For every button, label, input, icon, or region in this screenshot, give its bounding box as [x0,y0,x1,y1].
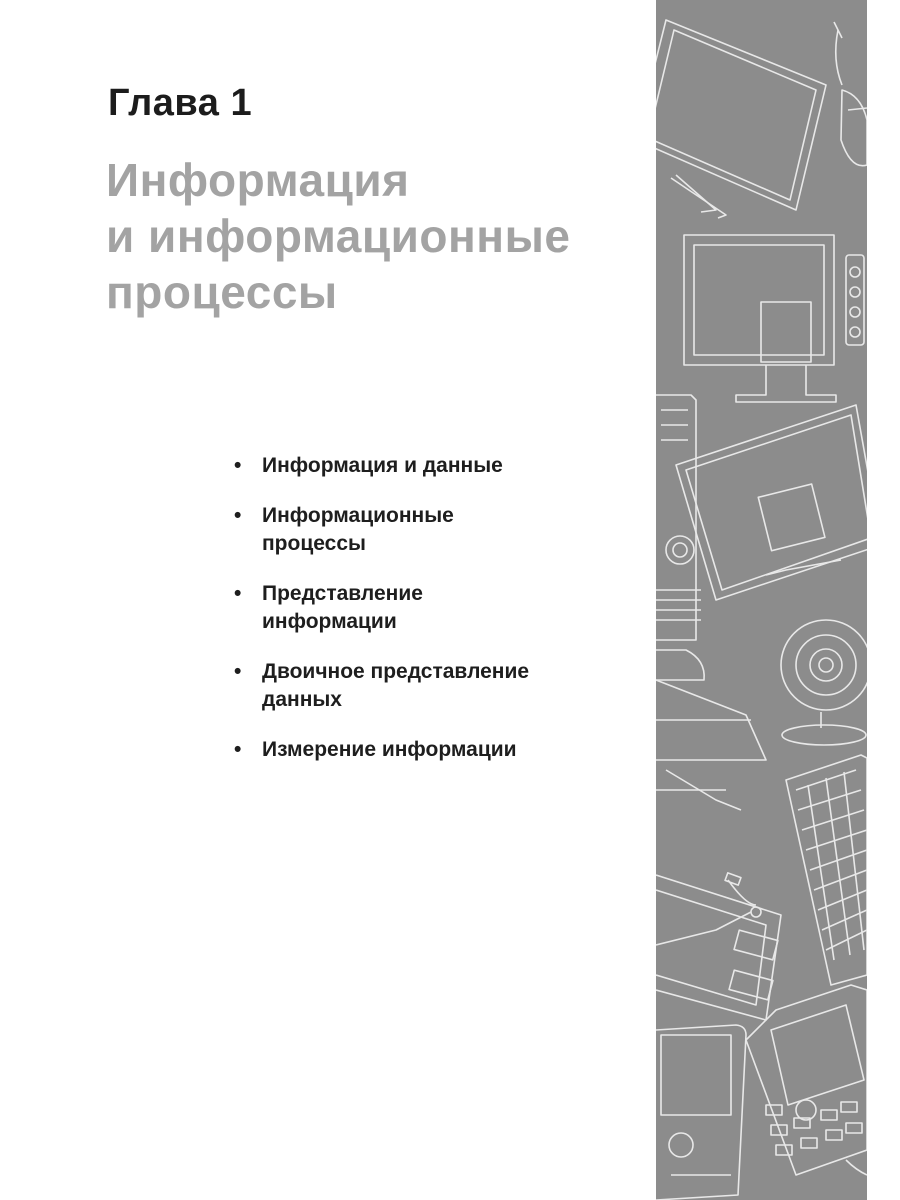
topic-line: Информация и данные [262,454,503,477]
bullet-icon: • [234,738,242,761]
tablet-monitor-icon [676,405,867,600]
topic-item [232,658,632,714]
chapter-title-line: процессы [106,266,338,318]
printer-icon [656,650,766,810]
mobile-phone-icon [746,985,867,1175]
graphics-tablet-icon [656,873,781,1020]
topic-list [232,452,632,786]
chapter-title-line: и информационные [106,210,571,262]
computer-case-icon [656,395,701,640]
topic-line: Представление [262,582,423,605]
topic-line: процессы [262,532,366,555]
desktop-monitor-icon [684,235,836,402]
topic-item [232,736,632,764]
bullet-icon: • [234,454,242,477]
topic-line: Информационные [262,504,454,527]
topic-line: информации [262,610,397,633]
chapter-title [106,152,666,320]
topic-item [232,452,632,480]
bullet-icon: • [234,504,242,527]
topic-item [232,502,632,558]
topic-line: данных [262,688,342,711]
mouse-icon [834,22,867,166]
bullet-icon: • [234,582,242,605]
monitor-icon [656,20,826,218]
chapter-title-line: Информация [106,154,410,206]
topic-line: Измерение информации [262,738,517,761]
topic-line: Двоичное представление [262,660,530,683]
webcam-icon [781,620,867,745]
decorative-side-panel [656,0,867,1200]
speaker-icon [846,255,864,345]
keyboard-icon [786,755,867,985]
bullet-icon: • [234,660,242,683]
topic-item [232,580,632,636]
mp3-player-icon [656,1025,746,1200]
chapter-label: Глава 1 [108,82,253,124]
